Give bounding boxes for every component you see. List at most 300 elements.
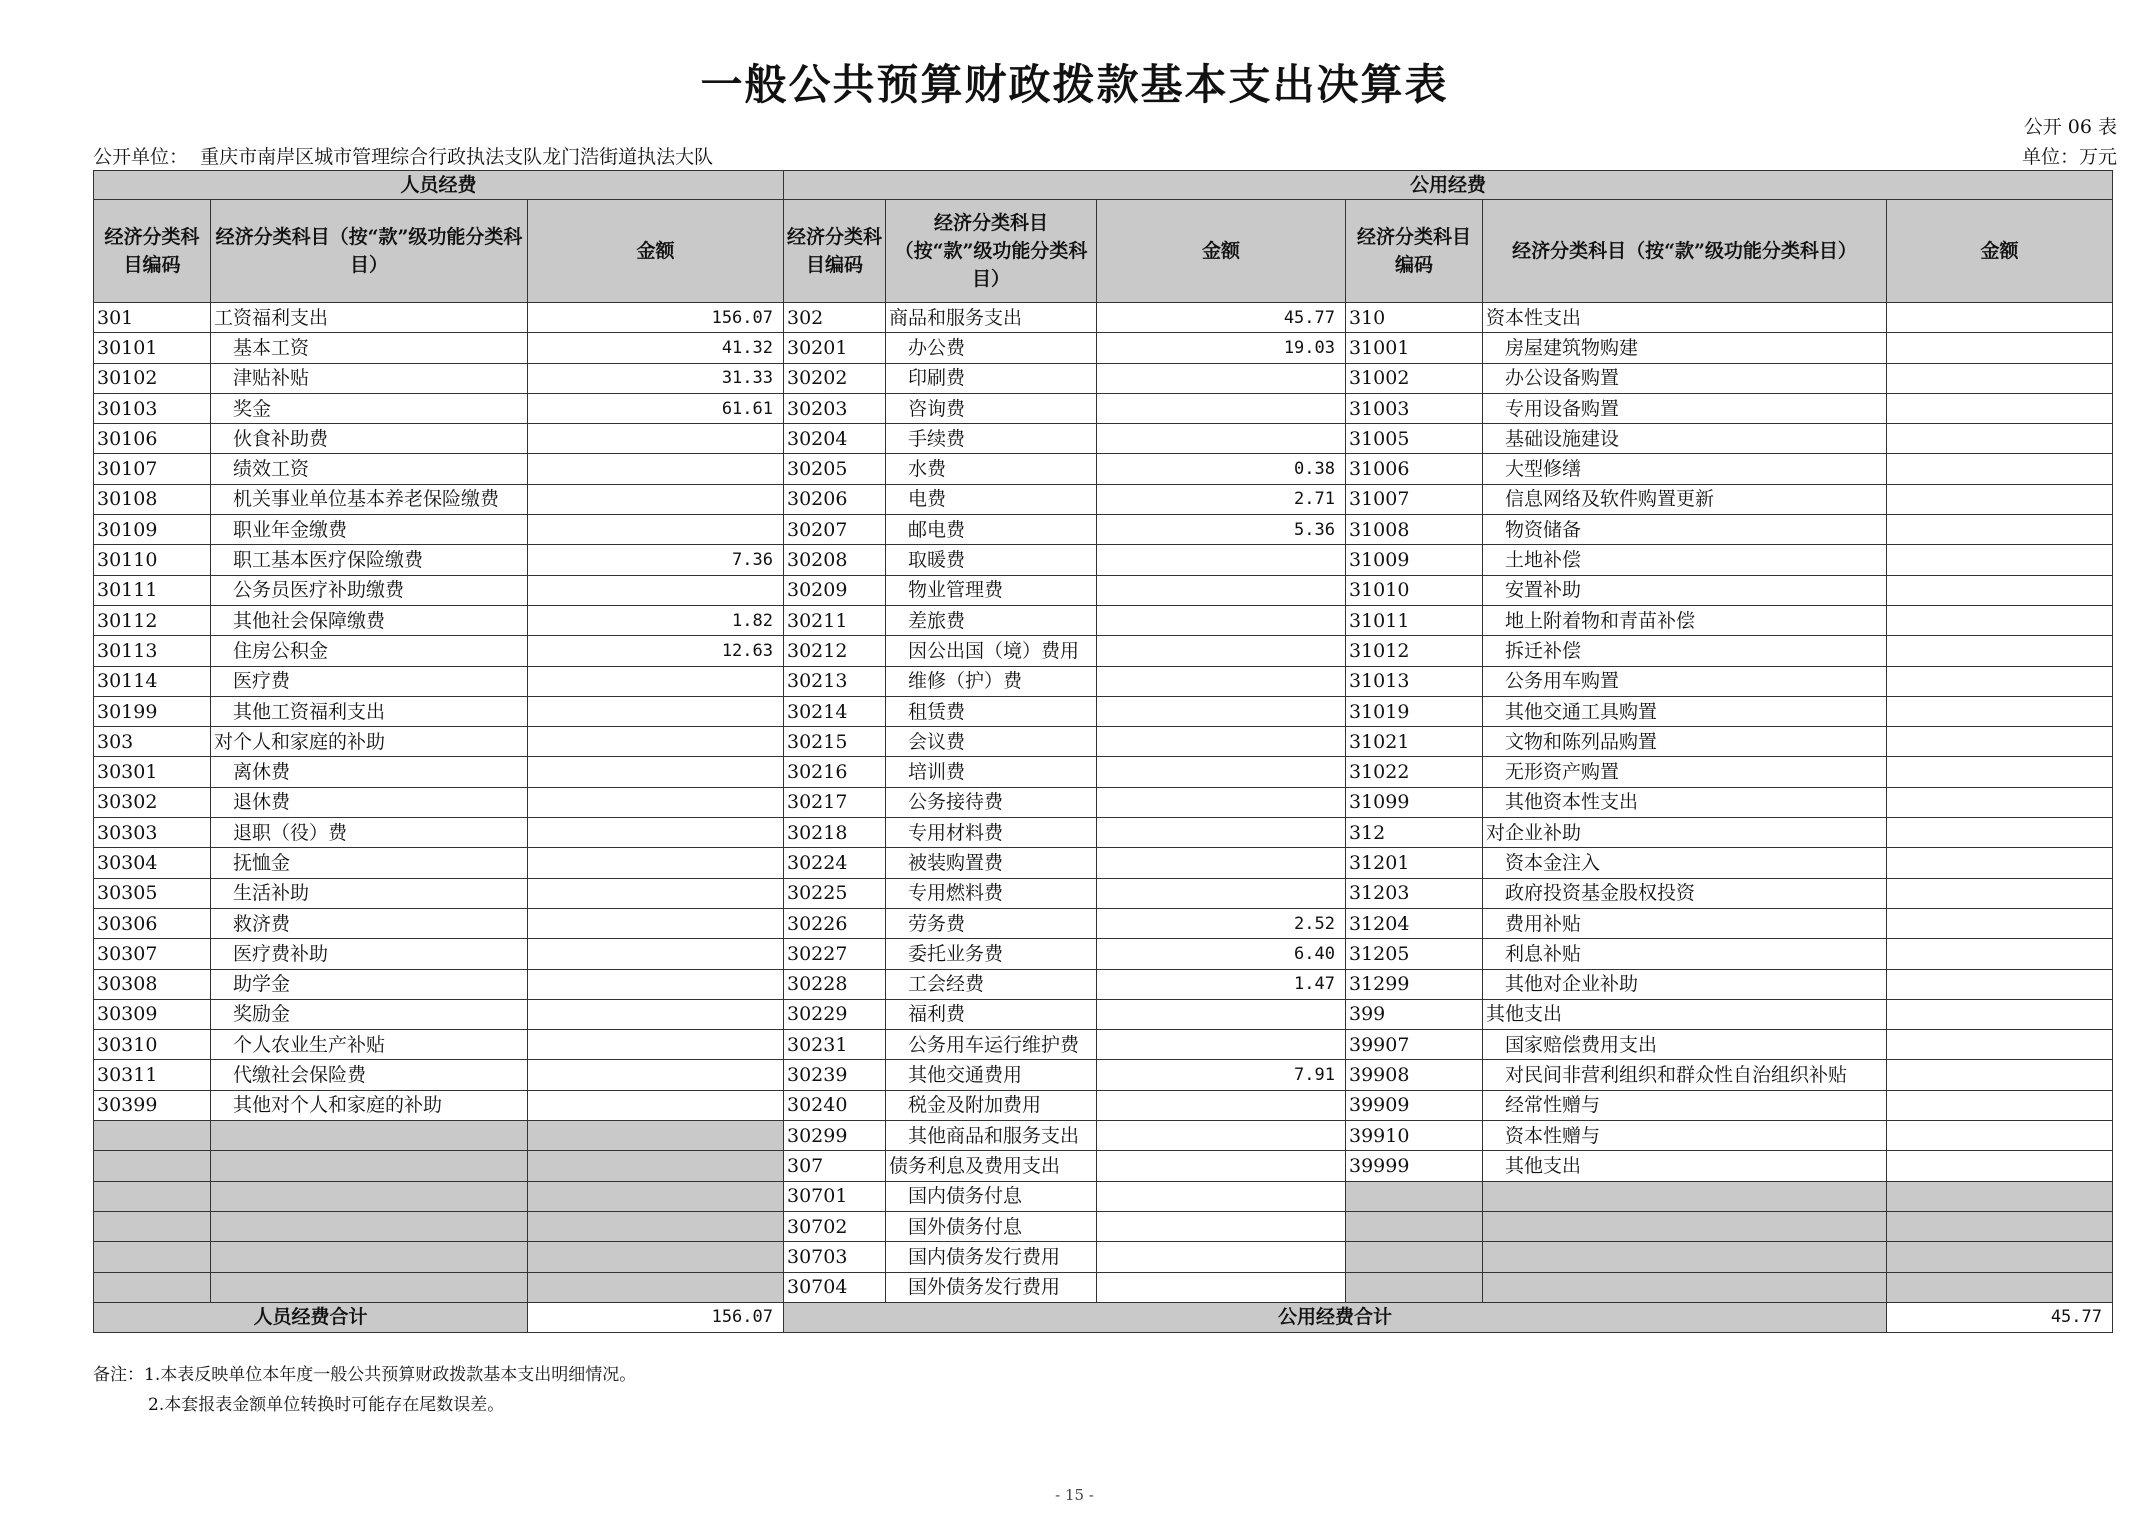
expenditure-table — [93, 170, 2113, 1333]
item-code: 30301 — [94, 757, 211, 787]
item-amount — [1097, 575, 1346, 605]
item-name: 大型修缮 — [1483, 454, 1887, 484]
item-amount — [528, 484, 784, 514]
item-name: 国内债务付息 — [886, 1181, 1097, 1211]
item-amount — [528, 908, 784, 938]
item-amount — [1887, 605, 2113, 635]
item-code: 31010 — [1346, 575, 1483, 605]
table-row — [94, 1060, 2113, 1090]
item-name — [211, 1242, 528, 1272]
item-code: 31008 — [1346, 515, 1483, 545]
item-name: 退职（役）费 — [211, 818, 528, 848]
item-code: 30113 — [94, 636, 211, 666]
table-row — [94, 727, 2113, 757]
item-name: 其他社会保障缴费 — [211, 605, 528, 635]
item-amount — [1097, 636, 1346, 666]
table-row — [94, 1181, 2113, 1211]
item-name: 劳务费 — [886, 908, 1097, 938]
item-amount — [528, 878, 784, 908]
item-code: 30228 — [784, 969, 886, 999]
item-amount — [1887, 727, 2113, 757]
item-code: 30701 — [784, 1181, 886, 1211]
item-amount — [528, 424, 784, 454]
item-name: 物资储备 — [1483, 515, 1887, 545]
table-row — [94, 393, 2113, 423]
item-code: 30206 — [784, 484, 886, 514]
item-code: 30106 — [94, 424, 211, 454]
item-amount — [1097, 605, 1346, 635]
item-name: 基本工资 — [211, 333, 528, 363]
table-row — [94, 454, 2113, 484]
item-code: 310 — [1346, 303, 1483, 333]
table-row — [94, 636, 2113, 666]
item-amount — [1887, 1090, 2113, 1120]
item-amount — [1887, 454, 2113, 484]
item-code: 30111 — [94, 575, 211, 605]
item-code: 39907 — [1346, 1030, 1483, 1060]
item-code: 31006 — [1346, 454, 1483, 484]
item-amount — [528, 1151, 784, 1181]
table-row — [94, 969, 2113, 999]
page-title: 一般公共预算财政拨款基本支出决算表 — [700, 60, 1449, 109]
item-code: 30302 — [94, 787, 211, 817]
item-code: 39999 — [1346, 1151, 1483, 1181]
item-amount — [1887, 1060, 2113, 1090]
table-row — [94, 515, 2113, 545]
item-name: 专用设备购置 — [1483, 393, 1887, 423]
item-amount — [1887, 484, 2113, 514]
item-code: 30199 — [94, 696, 211, 726]
item-amount — [528, 1181, 784, 1211]
unit-line — [93, 142, 713, 169]
item-amount: 0.38 — [1097, 454, 1346, 484]
item-code: 30102 — [94, 363, 211, 393]
item-name: 其他交通费用 — [886, 1060, 1097, 1090]
item-name: 地上附着物和青苗补偿 — [1483, 605, 1887, 635]
item-name: 助学金 — [211, 969, 528, 999]
item-name: 对企业补助 — [1483, 818, 1887, 848]
item-code: 30309 — [94, 999, 211, 1029]
item-amount — [528, 1030, 784, 1060]
table-row — [94, 575, 2113, 605]
item-code: 30114 — [94, 666, 211, 696]
col-header-name: 经济分类科目（按“款”级功能分类科目） — [211, 200, 528, 303]
item-code — [94, 1242, 211, 1272]
item-amount — [528, 575, 784, 605]
item-amount — [528, 818, 784, 848]
col-header-code: 经济分类科目编码 — [1346, 200, 1483, 303]
item-name: 办公费 — [886, 333, 1097, 363]
item-code: 312 — [1346, 818, 1483, 848]
col-header-name: 经济分类科目（按“款”级功能分类科目） — [886, 200, 1097, 303]
item-amount — [528, 666, 784, 696]
item-code: 30103 — [94, 393, 211, 423]
table-row — [94, 333, 2113, 363]
item-code — [1346, 1272, 1483, 1302]
item-amount — [1097, 878, 1346, 908]
item-code: 30208 — [784, 545, 886, 575]
item-code: 30202 — [784, 363, 886, 393]
item-code: 30213 — [784, 666, 886, 696]
item-name: 培训费 — [886, 757, 1097, 787]
item-name: 因公出国（境）费用 — [886, 636, 1097, 666]
item-code: 30231 — [784, 1030, 886, 1060]
item-code: 30306 — [94, 908, 211, 938]
item-name: 房屋建筑物购建 — [1483, 333, 1887, 363]
table-row — [94, 908, 2113, 938]
item-code: 30226 — [784, 908, 886, 938]
item-code: 39909 — [1346, 1090, 1483, 1120]
item-name: 对民间非营利组织和群众性自治组织补贴 — [1483, 1060, 1887, 1090]
item-code: 30218 — [784, 818, 886, 848]
item-name: 公务接待费 — [886, 787, 1097, 817]
item-amount — [528, 757, 784, 787]
item-amount — [1887, 1272, 2113, 1302]
item-name — [1483, 1181, 1887, 1211]
item-name: 国外债务发行费用 — [886, 1272, 1097, 1302]
item-amount — [528, 727, 784, 757]
item-code — [94, 1211, 211, 1241]
item-code: 39910 — [1346, 1121, 1483, 1151]
item-code: 30112 — [94, 605, 211, 635]
item-code: 30239 — [784, 1060, 886, 1090]
item-code: 31022 — [1346, 757, 1483, 787]
item-name: 其他支出 — [1483, 999, 1887, 1029]
item-name: 生活补助 — [211, 878, 528, 908]
item-name: 拆迁补偿 — [1483, 636, 1887, 666]
item-name — [1483, 1272, 1887, 1302]
item-name: 职业年金缴费 — [211, 515, 528, 545]
item-amount — [528, 1090, 784, 1120]
item-amount — [1887, 969, 2113, 999]
item-amount: 156.07 — [528, 303, 784, 333]
item-name: 其他商品和服务支出 — [886, 1121, 1097, 1151]
item-amount — [1887, 303, 2113, 333]
table-row — [94, 363, 2113, 393]
item-name: 专用燃料费 — [886, 878, 1097, 908]
item-amount: 1.82 — [528, 605, 784, 635]
item-amount — [1097, 999, 1346, 1029]
item-amount — [1887, 1211, 2113, 1241]
item-amount — [1097, 696, 1346, 726]
table-row — [94, 424, 2113, 454]
table-row — [94, 303, 2113, 333]
item-amount — [1887, 1030, 2113, 1060]
item-amount — [528, 999, 784, 1029]
item-amount — [1097, 787, 1346, 817]
col-header-code: 经济分类科目编码 — [784, 200, 886, 303]
item-amount — [1887, 545, 2113, 575]
item-amount — [1097, 1181, 1346, 1211]
item-code: 31003 — [1346, 393, 1483, 423]
item-amount: 5.36 — [1097, 515, 1346, 545]
item-name: 电费 — [886, 484, 1097, 514]
item-name: 住房公积金 — [211, 636, 528, 666]
item-amount: 1.47 — [1097, 969, 1346, 999]
item-name: 安置补助 — [1483, 575, 1887, 605]
item-amount: 6.40 — [1097, 939, 1346, 969]
item-code: 30107 — [94, 454, 211, 484]
item-code: 31013 — [1346, 666, 1483, 696]
item-name: 离休费 — [211, 757, 528, 787]
item-name: 政府投资基金股权投资 — [1483, 878, 1887, 908]
item-name: 债务利息及费用支出 — [886, 1151, 1097, 1181]
item-name — [1483, 1211, 1887, 1241]
item-name: 差旅费 — [886, 605, 1097, 635]
item-name: 取暖费 — [886, 545, 1097, 575]
item-code: 30311 — [94, 1060, 211, 1090]
item-name: 基础设施建设 — [1483, 424, 1887, 454]
table-row — [94, 999, 2113, 1029]
item-code: 30207 — [784, 515, 886, 545]
item-amount — [1887, 1181, 2113, 1211]
item-name: 咨询费 — [886, 393, 1097, 423]
item-amount — [1097, 818, 1346, 848]
item-name: 租赁费 — [886, 696, 1097, 726]
personnel-total-label: 人员经费合计 — [94, 1302, 528, 1332]
item-amount — [1097, 1121, 1346, 1151]
item-name: 税金及附加费用 — [886, 1090, 1097, 1120]
item-name: 机关事业单位基本养老保险缴费 — [211, 484, 528, 514]
item-code: 30303 — [94, 818, 211, 848]
item-amount — [1887, 757, 2113, 787]
item-code: 39908 — [1346, 1060, 1483, 1090]
item-name: 津贴补贴 — [211, 363, 528, 393]
item-name: 手续费 — [886, 424, 1097, 454]
col-header-amount: 金额 — [1097, 200, 1346, 303]
item-name: 委托业务费 — [886, 939, 1097, 969]
item-name: 文物和陈列品购置 — [1483, 727, 1887, 757]
item-name: 救济费 — [211, 908, 528, 938]
note-2: 2.本套报表金额单位转换时可能存在尾数误差。 — [148, 1395, 505, 1415]
item-code: 31299 — [1346, 969, 1483, 999]
item-code — [94, 1121, 211, 1151]
item-name: 其他交通工具购置 — [1483, 696, 1887, 726]
item-name: 工资福利支出 — [211, 303, 528, 333]
item-code: 30217 — [784, 787, 886, 817]
item-amount — [528, 1121, 784, 1151]
item-amount — [1887, 908, 2113, 938]
item-name: 国外债务付息 — [886, 1211, 1097, 1241]
item-amount — [1887, 878, 2113, 908]
item-amount: 61.61 — [528, 393, 784, 423]
table-row — [94, 605, 2113, 635]
item-name — [211, 1151, 528, 1181]
item-code: 30703 — [784, 1242, 886, 1272]
item-name: 奖励金 — [211, 999, 528, 1029]
item-amount — [1887, 787, 2113, 817]
item-amount — [1887, 1242, 2113, 1272]
item-amount: 45.77 — [1097, 303, 1346, 333]
item-code: 30702 — [784, 1211, 886, 1241]
item-name — [211, 1211, 528, 1241]
item-name: 资本性支出 — [1483, 303, 1887, 333]
item-code: 31203 — [1346, 878, 1483, 908]
item-code: 399 — [1346, 999, 1483, 1029]
item-amount — [1887, 1151, 2113, 1181]
table-row — [94, 696, 2113, 726]
item-code: 30224 — [784, 848, 886, 878]
item-code: 30227 — [784, 939, 886, 969]
item-code: 31005 — [1346, 424, 1483, 454]
personnel-total-amount: 156.07 — [528, 1302, 784, 1332]
form-number: 公开 06 表 — [2023, 116, 2117, 138]
item-code — [94, 1181, 211, 1211]
item-name: 商品和服务支出 — [886, 303, 1097, 333]
item-code: 30209 — [784, 575, 886, 605]
item-amount — [1887, 515, 2113, 545]
item-code — [1346, 1242, 1483, 1272]
item-name: 信息网络及软件购置更新 — [1483, 484, 1887, 514]
item-amount: 31.33 — [528, 363, 784, 393]
item-name: 奖金 — [211, 393, 528, 423]
item-amount — [1887, 575, 2113, 605]
table-row — [94, 1030, 2113, 1060]
item-code: 30109 — [94, 515, 211, 545]
item-code: 302 — [784, 303, 886, 333]
item-amount: 12.63 — [528, 636, 784, 666]
item-amount: 7.36 — [528, 545, 784, 575]
item-code: 30110 — [94, 545, 211, 575]
item-code: 30205 — [784, 454, 886, 484]
item-amount — [1887, 636, 2113, 666]
item-code: 31019 — [1346, 696, 1483, 726]
item-code: 31011 — [1346, 605, 1483, 635]
item-code — [1346, 1211, 1483, 1241]
item-amount — [528, 515, 784, 545]
item-code: 30310 — [94, 1030, 211, 1060]
item-code: 31001 — [1346, 333, 1483, 363]
table-row — [94, 1211, 2113, 1241]
note-1: 备注：1.本表反映单位本年度一般公共预算财政拨款基本支出明细情况。 — [93, 1365, 637, 1385]
item-name: 维修（护）费 — [886, 666, 1097, 696]
item-amount: 41.32 — [528, 333, 784, 363]
item-code: 31002 — [1346, 363, 1483, 393]
item-code: 31205 — [1346, 939, 1483, 969]
item-code: 30215 — [784, 727, 886, 757]
item-code: 30204 — [784, 424, 886, 454]
item-name — [1483, 1242, 1887, 1272]
item-amount — [1887, 424, 2113, 454]
item-code: 307 — [784, 1151, 886, 1181]
item-amount — [528, 454, 784, 484]
item-name: 医疗费 — [211, 666, 528, 696]
item-code: 30212 — [784, 636, 886, 666]
group-header-public: 公用经费 — [784, 171, 2113, 200]
item-amount: 19.03 — [1097, 333, 1346, 363]
unit-name: 重庆市南岸区城市管理综合行政执法支队龙门浩街道执法大队 — [200, 146, 714, 168]
item-name: 公务用车运行维护费 — [886, 1030, 1097, 1060]
item-amount — [1097, 1090, 1346, 1120]
table-row — [94, 878, 2113, 908]
item-name: 会议费 — [886, 727, 1097, 757]
item-code: 31009 — [1346, 545, 1483, 575]
item-amount — [1097, 363, 1346, 393]
item-amount: 7.91 — [1097, 1060, 1346, 1090]
item-amount — [528, 1060, 784, 1090]
table-row — [94, 1242, 2113, 1272]
item-name: 公务用车购置 — [1483, 666, 1887, 696]
item-name: 其他对企业补助 — [1483, 969, 1887, 999]
group-header-personnel: 人员经费 — [94, 171, 784, 200]
item-code: 30307 — [94, 939, 211, 969]
item-code: 30201 — [784, 333, 886, 363]
item-amount — [1887, 818, 2113, 848]
item-code: 30108 — [94, 484, 211, 514]
item-name: 国家赔偿费用支出 — [1483, 1030, 1887, 1060]
item-name: 国内债务发行费用 — [886, 1242, 1097, 1272]
item-amount — [528, 1242, 784, 1272]
item-amount — [1097, 545, 1346, 575]
item-name: 经常性赠与 — [1483, 1090, 1887, 1120]
item-code: 31204 — [1346, 908, 1483, 938]
item-name: 办公设备购置 — [1483, 363, 1887, 393]
item-name: 退休费 — [211, 787, 528, 817]
table-row — [94, 484, 2113, 514]
item-amount — [1097, 848, 1346, 878]
item-amount — [1097, 727, 1346, 757]
item-amount — [1887, 333, 2113, 363]
item-amount — [528, 1211, 784, 1241]
item-name: 医疗费补助 — [211, 939, 528, 969]
item-amount — [1097, 1030, 1346, 1060]
item-name: 利息补贴 — [1483, 939, 1887, 969]
item-name: 对个人和家庭的补助 — [211, 727, 528, 757]
table-row — [94, 666, 2113, 696]
item-name — [211, 1181, 528, 1211]
item-code: 31201 — [1346, 848, 1483, 878]
item-amount — [1887, 666, 2113, 696]
item-code: 30304 — [94, 848, 211, 878]
item-amount — [1887, 999, 2113, 1029]
item-name: 资本金注入 — [1483, 848, 1887, 878]
item-code: 30101 — [94, 333, 211, 363]
col-header-name: 经济分类科目（按“款”级功能分类科目） — [1483, 200, 1887, 303]
item-name — [211, 1272, 528, 1302]
item-amount: 2.71 — [1097, 484, 1346, 514]
item-amount — [1097, 666, 1346, 696]
item-amount — [1097, 1242, 1346, 1272]
item-code: 31021 — [1346, 727, 1483, 757]
item-amount — [1887, 696, 2113, 726]
item-code: 30229 — [784, 999, 886, 1029]
item-amount — [1887, 363, 2113, 393]
col-header-amount: 金额 — [528, 200, 784, 303]
item-amount — [528, 969, 784, 999]
item-amount — [528, 848, 784, 878]
item-amount — [1097, 1151, 1346, 1181]
item-amount — [1097, 393, 1346, 423]
item-amount — [1887, 1121, 2113, 1151]
item-name: 水费 — [886, 454, 1097, 484]
item-name: 无形资产购置 — [1483, 757, 1887, 787]
table-row — [94, 848, 2113, 878]
item-name: 个人农业生产补贴 — [211, 1030, 528, 1060]
item-name: 被装购置费 — [886, 848, 1097, 878]
col-header-amount: 金额 — [1887, 200, 2113, 303]
item-amount — [1887, 393, 2113, 423]
item-name: 其他对个人和家庭的补助 — [211, 1090, 528, 1120]
item-amount — [528, 1272, 784, 1302]
item-code: 30203 — [784, 393, 886, 423]
table-row — [94, 818, 2113, 848]
item-name: 邮电费 — [886, 515, 1097, 545]
table-row — [94, 1151, 2113, 1181]
item-amount — [1097, 424, 1346, 454]
public-total-label: 公用经费合计 — [784, 1302, 1887, 1332]
item-code: 30240 — [784, 1090, 886, 1120]
item-code — [94, 1272, 211, 1302]
